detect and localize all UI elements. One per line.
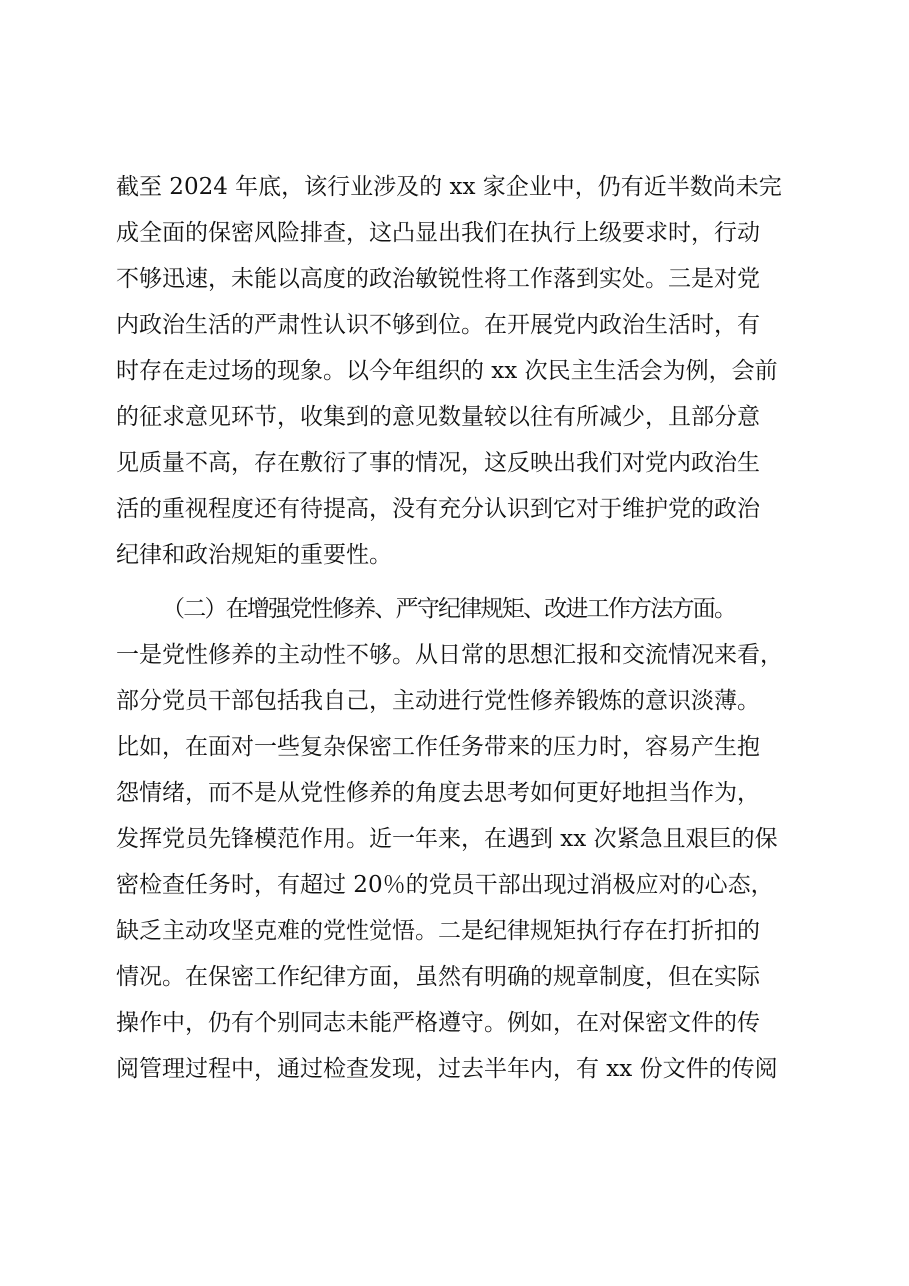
text-line: 发挥党员先锋模范作用。近一年来，在遇到 xx 次紧急且艰巨的保 [116, 826, 778, 852]
text-line: 纪律和政治规矩的重要性。 [116, 542, 392, 568]
text-line: 怨情绪，而不是从党性修养的角度去思考如何更好地担当作为， [116, 780, 760, 806]
text-line: 一是党性修养的主动性不够。从日常的思想汇报和交流情况来看， [116, 642, 783, 668]
text-line: 的征求意见环节，收集到的意见数量较以往有所减少，且部分意 [116, 404, 760, 430]
text-line: 活的重视程度还有待提高，没有充分认识到它对于维护党的政治 [116, 496, 760, 522]
text-line: 阅管理过程中，通过检查发现，过去半年内，有 xx 份文件的传阅 [116, 1056, 778, 1082]
text-line: 成全面的保密风险排查，这凸显出我们在执行上级要求时，行动 [116, 220, 760, 246]
section-heading: （二）在增强党性修养、严守纪律规矩、改进工作方法方面。 [162, 596, 736, 622]
text-line: 情况。在保密工作纪律方面，虽然有明确的规章制度，但在实际 [116, 964, 760, 990]
text-line: 见质量不高，存在敷衍了事的情况，这反映出我们对党内政治生 [116, 450, 760, 476]
text-line: 密检查任务时，有超过 20％的党员干部出现过消极应对的心态， [116, 872, 774, 898]
text-line: 截至 2024 年底，该行业涉及的 xx 家企业中，仍有近半数尚未完 [116, 174, 782, 200]
text-line: 操作中，仍有个别同志未能严格遵守。例如，在对保密文件的传 [116, 1010, 760, 1036]
text-line: 不够迅速，未能以高度的政治敏锐性将工作落到实处。三是对党 [116, 266, 760, 292]
text-line: 内政治生活的严肃性认识不够到位。在开展党内政治生活时，有 [116, 312, 760, 338]
text-line: 时存在走过场的现象。以今年组织的 xx 次民主生活会为例，会前 [116, 358, 778, 384]
text-line: 缺乏主动攻坚克难的党性觉悟。二是纪律规矩执行存在打折扣的 [116, 918, 760, 944]
text-line: 比如，在面对一些复杂保密工作任务带来的压力时，容易产生抱 [116, 734, 760, 760]
text-line: 部分党员干部包括我自己，主动进行党性修养锻炼的意识淡薄。 [116, 688, 760, 714]
